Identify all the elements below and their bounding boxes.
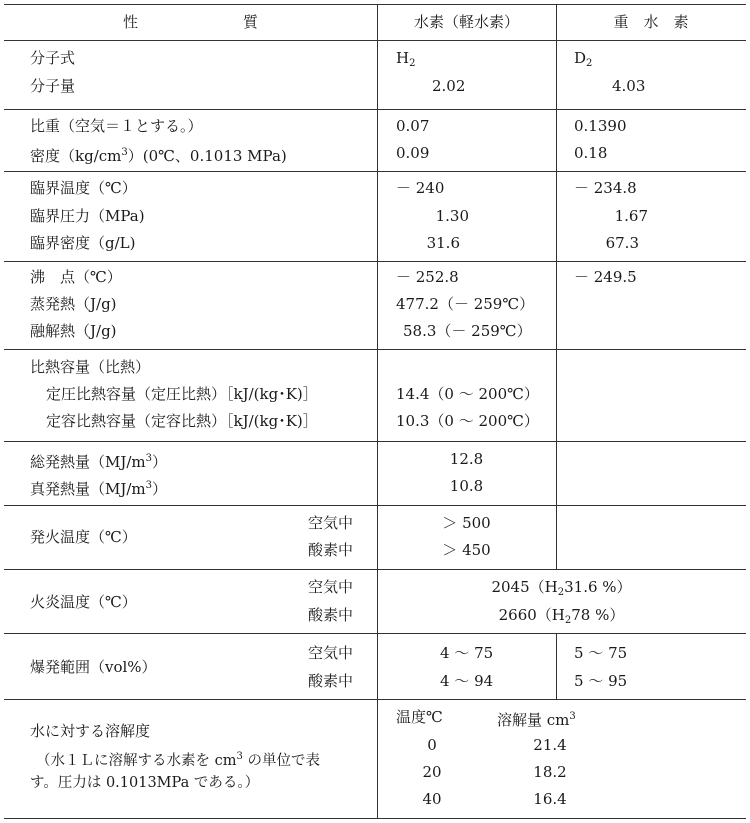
label-critical-pressure: 臨界圧力（MPa) <box>30 207 145 225</box>
rule-8 <box>4 633 746 634</box>
label-molecular-formula: 分子式 <box>30 49 76 67</box>
value-h-critical-pressure: 1.30 <box>435 207 469 225</box>
solubility-temp-0: 0 <box>427 736 437 754</box>
value-h-explosion-air: 4 ～ 75 <box>440 644 494 662</box>
value-d-critical-temperature: － 234.8 <box>574 179 637 197</box>
column-divider-2-lower <box>556 633 557 699</box>
header-deuterium: 重 水 素 <box>613 13 689 31</box>
label-gross-heating-value: 総発熱量$(MJ/m^3)$ <box>30 453 168 471</box>
label-ignition-in-air: 空気中 <box>308 514 354 532</box>
label-net-heating-value: 真発熱量$(MJ/m^3)$ <box>30 480 168 498</box>
solubility-value-0: 21.4 <box>533 736 567 754</box>
solubility-value-40: 16.4 <box>533 790 567 808</box>
label-ignition-in-oxygen: 酸素中 <box>308 541 354 559</box>
rule-header <box>4 40 746 41</box>
rule-1 <box>4 109 746 110</box>
value-h-heat-of-fusion: 58.3（－ 259℃） <box>403 322 532 340</box>
label-flame-in-oxygen: 酸素中 <box>308 606 354 624</box>
label-flame-temperature: 火炎温度（℃） <box>30 593 137 611</box>
rule-7 <box>4 569 746 570</box>
value-h-specific-gravity: 0.07 <box>396 117 430 135</box>
solubility-temp-20: 20 <box>422 763 442 781</box>
value-h-ignition-air: ＞ 500 <box>442 514 491 532</box>
label-critical-temperature: 臨界温度（℃） <box>30 179 137 197</box>
value-d-critical-density: 67.3 <box>605 234 639 252</box>
label-critical-density: 臨界密度（g/L) <box>30 234 136 252</box>
label-explosion-in-air: 空気中 <box>308 644 354 662</box>
rule-9 <box>4 699 746 700</box>
column-divider-2-upper <box>556 4 557 569</box>
rule-bottom <box>4 818 746 819</box>
header-property: 性 質 <box>122 13 258 31</box>
value-d-critical-pressure: 1.67 <box>614 207 648 225</box>
rule-4 <box>4 349 746 350</box>
value-h-critical-temperature: － 240 <box>396 179 445 197</box>
value-d-explosion-oxygen: 5 ～ 95 <box>574 672 628 690</box>
solubility-temp-40: 40 <box>422 790 442 808</box>
value-h-explosion-oxygen: 4 ～ 94 <box>440 672 494 690</box>
label-heat-of-fusion: 融解熱（J/g) <box>30 322 117 340</box>
header-hydrogen: 水素（軽水素） <box>413 13 519 31</box>
value-h-heat-of-evaporation: 477.2（－ 259℃） <box>396 295 535 313</box>
value-h-weight: 2.02 <box>432 77 466 95</box>
value-d-formula: $D_2$ <box>574 49 593 69</box>
value-h-cv: 10.3（0 ～ 200℃） <box>396 412 539 430</box>
value-h-gross-heating: 12.8 <box>449 450 484 468</box>
label-specific-heat-cv: 定容比熱容量（定容比熱）［kJ/(kg･K)］ <box>46 412 318 430</box>
label-density: 密度$(kg/cm^3)(0℃$、0.1013 MPa) <box>30 147 287 165</box>
column-divider-1 <box>377 4 378 818</box>
value-d-explosion-air: 5 ～ 75 <box>574 644 628 662</box>
label-solubility: 水に対する溶解度 <box>30 722 151 740</box>
value-d-specific-gravity: 0.1390 <box>574 117 627 135</box>
value-h-density: 0.09 <box>396 144 430 162</box>
value-h-critical-density: 31.6 <box>426 234 460 252</box>
value-h-ignition-oxygen: ＞ 450 <box>442 541 491 559</box>
solubility-value-20: 18.2 <box>533 763 567 781</box>
label-flame-in-air: 空気中 <box>308 578 354 596</box>
rule-6 <box>4 505 746 506</box>
label-specific-heat: 比熱容量（比熱） <box>30 358 151 376</box>
value-flame-air: $2045(H_231.6$ %） <box>491 578 632 598</box>
label-ignition-temperature: 発火温度（℃） <box>30 528 137 546</box>
value-h-formula: $H_2$ <box>396 49 416 69</box>
solubility-value-header: 溶解量 $cm^3$ <box>497 711 576 729</box>
rule-5 <box>4 441 746 442</box>
label-specific-gravity: 比重（空気＝１とする。） <box>30 117 203 135</box>
value-h-cp: 14.4（0 ～ 200℃） <box>396 385 539 403</box>
value-d-density: 0.18 <box>574 144 608 162</box>
solubility-temp-header: 温度℃ <box>396 708 443 726</box>
label-explosion-in-oxygen: 酸素中 <box>308 672 354 690</box>
value-h-boiling-point: － 252.8 <box>396 268 459 286</box>
label-molecular-weight: 分子量 <box>30 77 76 95</box>
label-specific-heat-cp: 定圧比熱容量（定圧比熱）［kJ/(kg･K)］ <box>46 385 318 403</box>
rule-top <box>4 4 746 5</box>
label-boiling-point: 沸 点（℃） <box>30 268 122 286</box>
rule-3 <box>4 261 746 262</box>
solubility-note-line1: （水１Ｌに溶解する水素を $cm^3$ の単位で表 <box>36 751 320 769</box>
rule-2 <box>4 171 746 172</box>
solubility-note-line2: す。圧力は 0.1013MPa である。） <box>30 775 260 791</box>
value-d-boiling-point: － 249.5 <box>574 268 637 286</box>
value-d-weight: 4.03 <box>612 77 646 95</box>
value-h-net-heating: 10.8 <box>449 477 484 495</box>
value-flame-oxygen: $2660(H_278$ %） <box>498 606 625 626</box>
label-heat-of-evaporation: 蒸発熱（J/g) <box>30 295 117 313</box>
label-explosion-range: 爆発範囲（vol%） <box>30 658 157 676</box>
